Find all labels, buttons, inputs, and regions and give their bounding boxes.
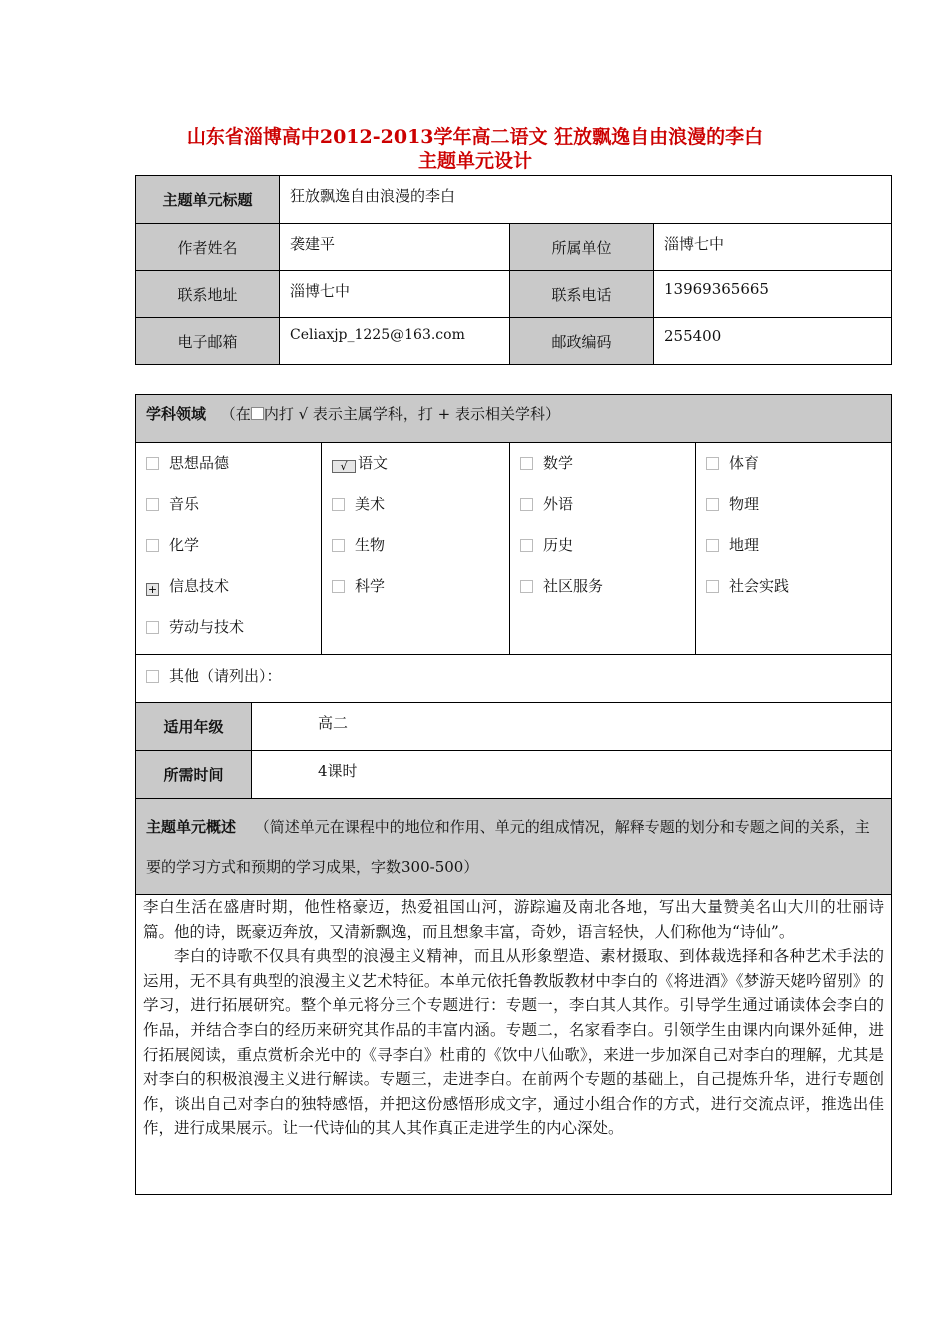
checkbox-icon[interactable] xyxy=(146,539,159,552)
summary-header xyxy=(136,799,892,895)
theme-value: 狂放飘逸自由浪漫的李白 xyxy=(280,176,892,224)
theme-label: 主题单元标题 xyxy=(136,176,280,224)
subject-item[interactable] xyxy=(136,566,321,607)
checked-box-icon[interactable]: + xyxy=(147,583,158,596)
subject-item[interactable] xyxy=(696,443,891,484)
time-label: 所需时间 xyxy=(136,751,252,799)
zip-label: 邮政编码 xyxy=(510,318,654,365)
subject-label: 语文 xyxy=(358,454,389,472)
zip-value: 255400 xyxy=(654,318,892,365)
checkbox-icon[interactable] xyxy=(520,457,533,470)
subject-column-1 xyxy=(136,443,322,655)
email-value: Celiaxjp_1225@163.com xyxy=(280,318,510,365)
subject-column-2 xyxy=(322,443,510,655)
subject-item[interactable] xyxy=(510,484,695,525)
subject-header xyxy=(136,395,892,443)
author-value: 袭建平 xyxy=(280,224,510,271)
checkbox-icon[interactable] xyxy=(146,498,159,511)
phone-label: 联系电话 xyxy=(510,271,654,318)
subject-item[interactable] xyxy=(322,443,509,484)
summary-body xyxy=(136,895,892,1195)
checkbox-icon[interactable] xyxy=(706,457,719,470)
subject-label: 外语 xyxy=(543,495,574,513)
document-title-line2: 主题单元设计 xyxy=(417,150,532,172)
subject-label: 社会实践 xyxy=(729,577,790,595)
summary-paragraph-1: 李白生活在盛唐时期，他性格豪迈，热爱祖国山河，游踪遍及南北各地，写出大量赞美名山大川的壮丽诗篇。他的诗，既豪迈奔放，又清新飘逸，而且想象丰富，奇妙，语言轻快，人们称他为“诗仙”。 xyxy=(143,898,885,941)
summary-note: （简述单元在课程中的地位和作用、单元的组成情况，解释专题的划分和专题之间的关系，主要的学习方式和预期的学习成果，字数300-500） xyxy=(146,818,870,876)
checkbox-icon[interactable] xyxy=(706,498,719,511)
checkbox-icon[interactable] xyxy=(706,539,719,552)
checkbox-icon[interactable] xyxy=(332,498,345,511)
subject-label: 化学 xyxy=(169,536,200,554)
checkbox-icon[interactable] xyxy=(332,580,345,593)
checkbox-icon[interactable] xyxy=(520,580,533,593)
subject-column-3 xyxy=(510,443,696,655)
subject-label: 社区服务 xyxy=(543,577,604,595)
subject-header-note-post: 内打 √ 表示主属学科，打 + 表示相关学科） xyxy=(263,405,561,423)
subject-item[interactable] xyxy=(696,484,891,525)
checkbox-icon[interactable] xyxy=(332,539,345,552)
info-table xyxy=(135,175,892,365)
subject-label: 信息技术 xyxy=(169,577,230,595)
subject-label: 数学 xyxy=(543,454,574,472)
checkbox-icon[interactable] xyxy=(146,670,159,683)
summary-label: 主题单元概述 xyxy=(146,818,237,836)
grade-label: 适用年级 xyxy=(136,703,252,751)
email-label: 电子邮箱 xyxy=(136,318,280,365)
subject-header-label: 学科领域 xyxy=(146,405,207,423)
subject-item[interactable] xyxy=(696,525,891,566)
subject-item[interactable] xyxy=(136,607,321,648)
subject-label: 体育 xyxy=(729,454,760,472)
summary-paragraph-2: 李白的诗歌不仅具有典型的浪漫主义精神，而且从形象塑造、素材摄取、到体裁选择和各种艺术手法的运用，无不具有典型的浪漫主义艺术特征。本单元依托鲁教版教材中李白的《将进酒》《梦游天姥吟留别》的学习，进行拓展研究。整个单元将分三个专题进行：专题一，李白其人其作。引导学生通过诵读体会李白的作品，并结合李白的经历来研究其作品的丰富内涵。专题二，名家看李白。引领学生由课内向课外延伸，进行拓展阅读，重点赏析余光中的《寻李白》杜甫的《饮中八仙歌》，来进一步加深自己对李白的理解，尤其是对李白的积极浪漫主义进行解读。专题三，走进李白。在前两个专题的基础上，自己提炼升华，进行专题创作，谈出自己对李白的独特感悟，并把这份感悟形成文字，通过小组合作的方式，进行交流点评，推选出佳作，进行成果展示。让一代诗仙的其人其作真正走进学生的内心深处。 xyxy=(143,947,885,1138)
address-value: 淄博七中 xyxy=(280,271,510,318)
subject-label: 科学 xyxy=(355,577,386,595)
subject-label: 地理 xyxy=(729,536,760,554)
subject-label: 劳动与技术 xyxy=(169,618,245,636)
time-value: 4课时 xyxy=(252,751,892,799)
unit-value: 淄博七中 xyxy=(654,224,892,271)
subject-item[interactable] xyxy=(322,566,509,607)
subject-item[interactable] xyxy=(322,525,509,566)
document-title-line1: 山东省淄博高中2012-2013学年高二语文 狂放飘逸自由浪漫的李白 xyxy=(186,126,764,148)
subject-other-row xyxy=(136,655,892,703)
checkbox-icon[interactable] xyxy=(520,498,533,511)
subject-table xyxy=(135,394,892,1195)
subject-label: 生物 xyxy=(355,536,386,554)
subject-label: 物理 xyxy=(729,495,760,513)
subject-item[interactable] xyxy=(136,443,321,484)
subject-label: 历史 xyxy=(543,536,574,554)
subject-label: 音乐 xyxy=(169,495,200,513)
unit-label: 所属单位 xyxy=(510,224,654,271)
subject-item[interactable] xyxy=(696,566,891,607)
subject-item[interactable] xyxy=(322,484,509,525)
subject-item[interactable] xyxy=(510,525,695,566)
author-label: 作者姓名 xyxy=(136,224,280,271)
phone-value: 13969365665 xyxy=(654,271,892,318)
checkbox-icon[interactable] xyxy=(706,580,719,593)
checkbox-icon xyxy=(251,407,264,420)
subject-label: 美术 xyxy=(355,495,386,513)
subject-item[interactable] xyxy=(136,484,321,525)
subject-item[interactable] xyxy=(136,525,321,566)
subject-label: 思想品德 xyxy=(169,454,230,472)
subject-column-4 xyxy=(696,443,892,655)
subject-item[interactable] xyxy=(510,566,695,607)
checked-box-icon[interactable]: √ xyxy=(332,460,356,473)
checkbox-icon[interactable] xyxy=(520,539,533,552)
grade-value: 高二 xyxy=(252,703,892,751)
checkbox-icon[interactable] xyxy=(146,457,159,470)
address-label: 联系地址 xyxy=(136,271,280,318)
checkbox-icon[interactable] xyxy=(146,621,159,634)
subject-header-note-pre: （在 xyxy=(220,405,251,423)
subject-item[interactable] xyxy=(510,443,695,484)
subject-other-label: 其他（请列出）： xyxy=(169,667,282,685)
